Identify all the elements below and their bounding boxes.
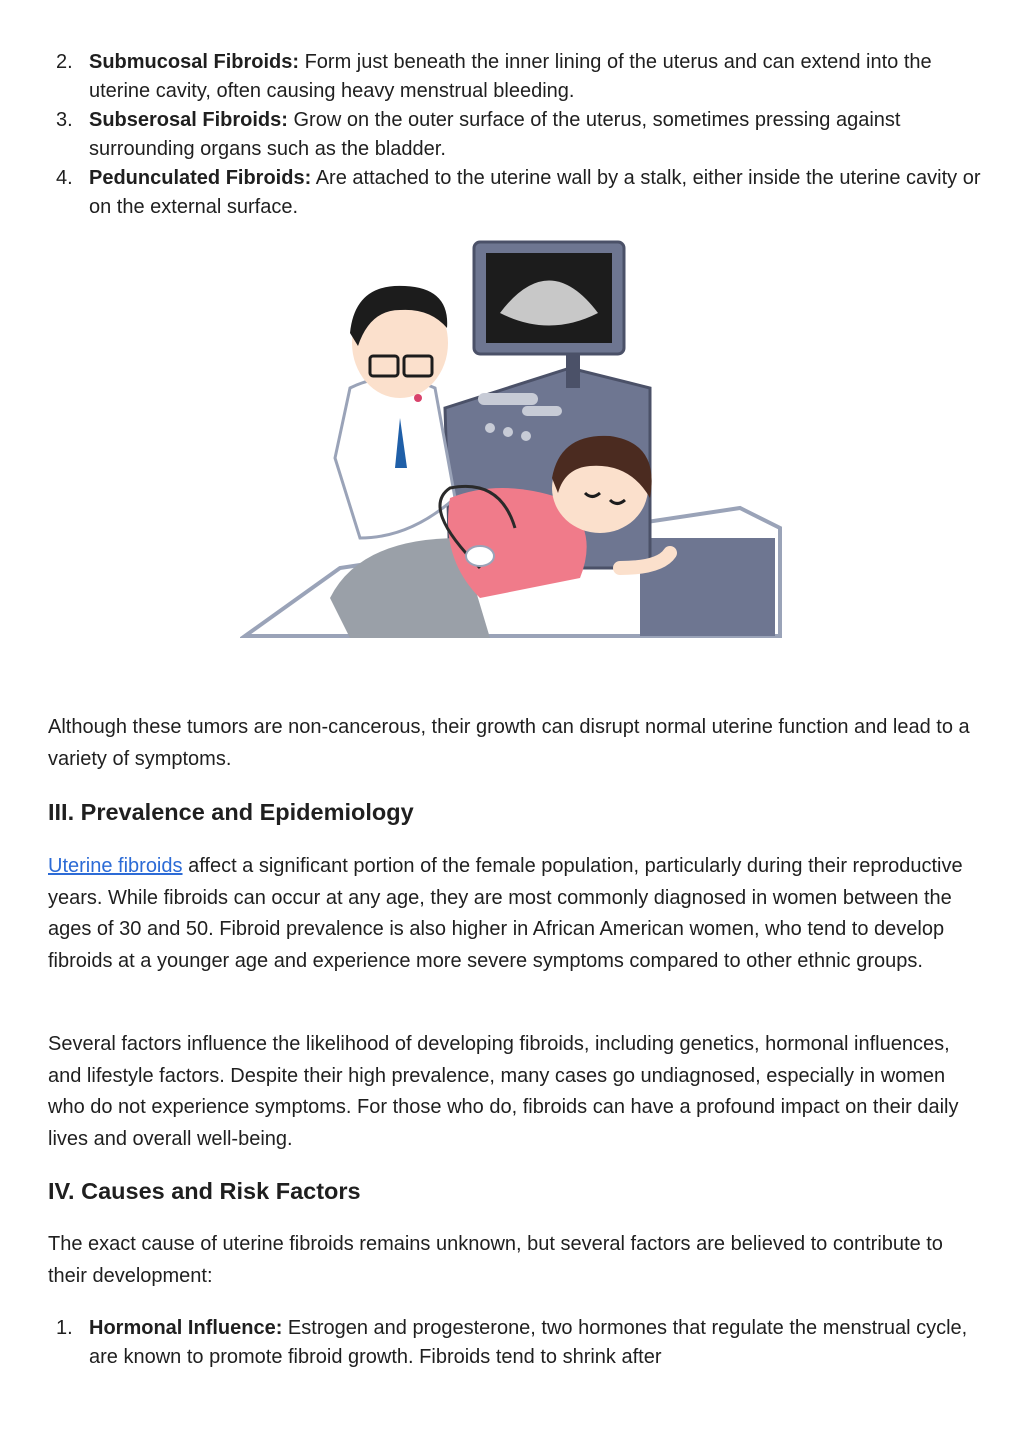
list-item — [48, 1314, 988, 1372]
list-item — [48, 48, 988, 106]
ultrasound-exam-illustration — [240, 238, 785, 646]
list-item-text: Grow on the outer surface of the uterus, sometimes pressing against surrounding organs such as the bladder. — [89, 109, 901, 160]
list-number: 2. — [56, 51, 73, 73]
causes-list — [48, 1314, 988, 1372]
list-item-title: Pedunculated Fibroids: — [89, 167, 312, 189]
section-heading: IV. Causes and Risk Factors — [48, 1178, 361, 1204]
doctor-mouth — [414, 394, 422, 402]
list-number: 1. — [56, 1317, 73, 1339]
machine-knob — [503, 427, 513, 437]
bed-base — [640, 538, 775, 636]
machine-knob — [521, 431, 531, 441]
ultrasound-probe — [466, 546, 494, 566]
paragraph-text: affect a significant portion of the female population, particularly during their reproductive years. While fibroids can occur at any age, they are most commonly diagnosed in women between the ages of 30 and 50. Fibroid prevalence is also higher in African American women, who tend to develop fibroids at a younger age and experience more severe symptoms compared to other ethnic groups. — [48, 855, 963, 972]
monitor-stand — [566, 350, 580, 388]
list-number: 4. — [56, 167, 73, 189]
list-item — [48, 164, 988, 222]
list-item-title: Subserosal Fibroids: — [89, 109, 288, 131]
list-number: 3. — [56, 109, 73, 131]
machine-knob — [485, 423, 495, 433]
list-item-text: Form just beneath the inner lining of the uterus and can extend into the uterine cavity, often causing heavy menstrual bleeding. — [89, 51, 932, 102]
paragraph: The exact cause of uterine fibroids remains unknown, but several factors are believed to contribute to their development: — [48, 1233, 943, 1287]
list-item — [48, 106, 988, 164]
paragraph — [48, 851, 978, 977]
machine-button — [478, 393, 538, 405]
doctor-coat — [335, 378, 455, 538]
section-heading: III. Prevalence and Epidemiology — [48, 799, 414, 825]
list-item-title: Hormonal Influence: — [89, 1317, 283, 1339]
machine-button — [522, 406, 562, 416]
list-item-text: Are attached to the uterine wall by a stalk, either inside the uterine cavity or on the external surface. — [89, 167, 981, 218]
fibroid-types-list — [48, 48, 988, 222]
list-item-text: Estrogen and progesterone, two hormones that regulate the menstrual cycle, are known to promote fibroid growth. Fibroids tend to shrink after — [89, 1317, 968, 1368]
list-item-title: Submucosal Fibroids: — [89, 51, 300, 73]
paragraph: Several factors influence the likelihood of developing fibroids, including genetics, hormonal influences, and lifestyle factors. Despite their high prevalence, many cases go undiagnosed, especially in women who do not experience symptoms. For those who do, fibroids can have a profound impact on their daily lives and overall well-being. — [48, 1033, 959, 1150]
uterine-fibroids-link[interactable]: Uterine fibroids — [48, 855, 183, 877]
paragraph: Although these tumors are non-cancerous, their growth can disrupt normal uterine function and lead to a variety of symptoms. — [48, 716, 970, 770]
